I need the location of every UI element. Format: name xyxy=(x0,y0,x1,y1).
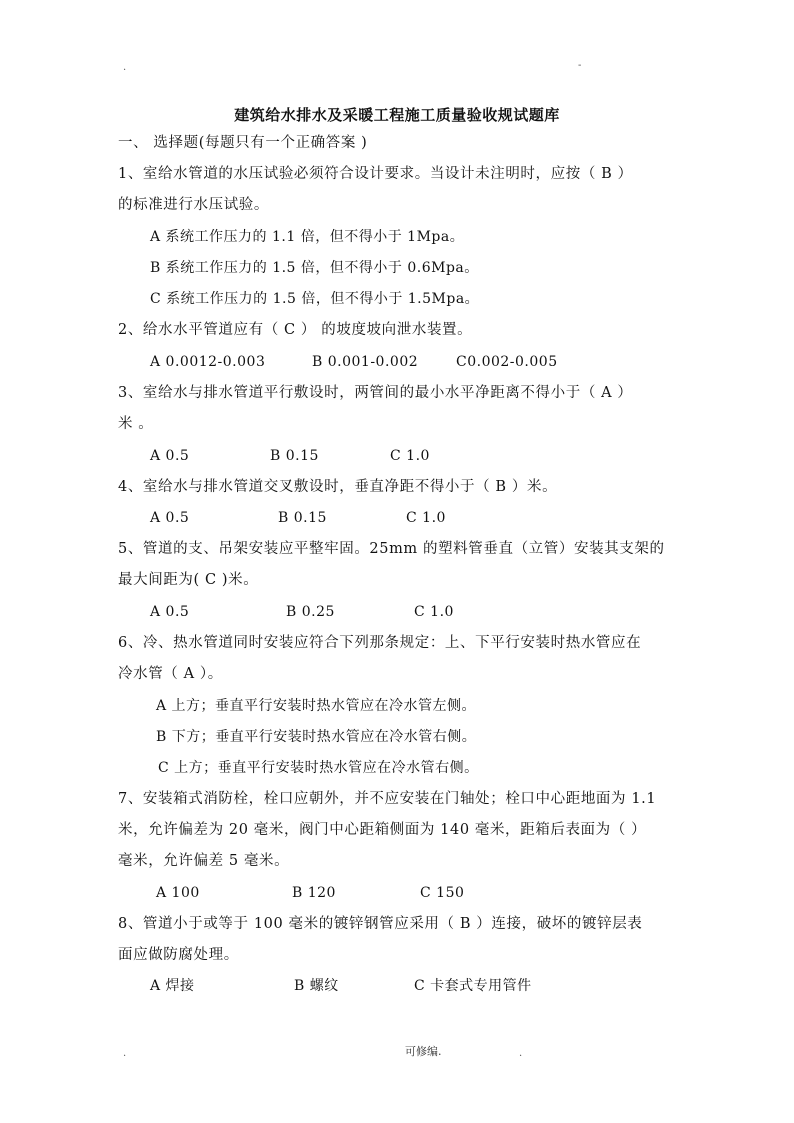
question-7-line-2: 米，允许偏差为 20 毫米，阀门中心距箱侧面为 140 毫米，距箱后表面为（ ） xyxy=(118,822,647,838)
question-8-option-b: B 螺纹 xyxy=(294,978,339,994)
corner-mark-bottom-right: . xyxy=(519,1048,523,1059)
question-7-line-3: 毫米，允许偏差 5 毫米。 xyxy=(118,853,290,869)
question-8-line-2: 面应做防腐处理。 xyxy=(118,947,239,963)
question-1-option-b: B 系统工作压力的 1.5 倍，但不得小于 0.6Mpa。 xyxy=(150,260,479,276)
question-5-line-1: 5、管道的支、吊架安装应平整牢固。25mm 的塑料管垂直（立管）安装其支架的 xyxy=(118,541,665,557)
question-3-option-a: A 0.5 xyxy=(150,448,190,464)
question-5-line-2: 最大间距为( C )米。 xyxy=(118,572,259,588)
question-2-line-1: 2、给水水平管道应有（ C ） 的坡度坡向泄水装置。 xyxy=(118,322,473,338)
question-8-option-c: C 卡套式专用管件 xyxy=(414,978,532,994)
question-6-option-a: A 上方；垂直平行安装时热水管应在冷水管左侧。 xyxy=(156,698,477,714)
question-5-option-b: B 0.25 xyxy=(286,604,335,620)
question-3-option-c: C 1.0 xyxy=(390,448,430,464)
question-5-option-c: C 1.0 xyxy=(414,604,454,620)
corner-mark-bottom-left: . xyxy=(123,1048,127,1059)
section-header: 一、 选择题(每题只有一个正确答案 ) xyxy=(118,135,368,151)
question-1-line-2: 的标准进行水压试验。 xyxy=(118,197,269,213)
question-7-option-c: C 150 xyxy=(420,885,465,901)
question-7-line-1: 7、安装箱式消防栓，栓口应朝外，并不应安装在门轴处；栓口中心距地面为 1.1 xyxy=(118,791,657,807)
question-1-option-c: C 系统工作压力的 1.5 倍，但不得小于 1.5Mpa。 xyxy=(150,291,480,307)
question-7-option-a: A 100 xyxy=(156,885,200,901)
question-4-option-c: C 1.0 xyxy=(406,510,446,526)
question-4-option-a: A 0.5 xyxy=(150,510,190,526)
question-4-line-1: 4、室给水与排水管道交叉敷设时，垂直净距不得小于（ B ）米。 xyxy=(118,479,558,495)
question-3-option-b: B 0.15 xyxy=(270,448,319,464)
document-title: 建筑给水排水及采暖工程施工质量验收规试题库 xyxy=(234,106,560,124)
question-2-option-a: A 0.0012-0.003 xyxy=(150,354,266,370)
question-7-option-b: B 120 xyxy=(292,885,336,901)
question-2-option-c: C0.002-0.005 xyxy=(456,354,558,370)
question-6-line-1: 6、冷、热水管道同时安装应符合下列那条规定：上、下平行安装时热水管应在 xyxy=(118,635,642,651)
question-3-line-1: 3、室给水与排水管道平行敷设时，两管间的最小水平净距离不得小于（ A ） xyxy=(118,385,633,401)
question-3-line-2: 米 。 xyxy=(118,416,154,432)
question-4-option-b: B 0.15 xyxy=(278,510,327,526)
question-5-option-a: A 0.5 xyxy=(150,604,190,620)
corner-mark-top-left: . xyxy=(123,62,127,73)
question-1-option-a: A 系统工作压力的 1.1 倍，但不得小于 1Mpa。 xyxy=(150,229,465,245)
question-8-option-a: A 焊接 xyxy=(150,978,195,994)
question-6-option-c: C 上方；垂直平行安装时热水管应在冷水管右侧。 xyxy=(158,760,479,776)
question-1-line-1: 1、室给水管道的水压试验必须符合设计要求。当设计未注明时，应按（ B ） xyxy=(118,166,633,182)
question-6-line-2: 冷水管（ A ）。 xyxy=(118,666,223,682)
question-6-option-b: B 下方；垂直平行安装时热水管应在冷水管右侧。 xyxy=(156,729,477,745)
question-8-line-1: 8、管道小于或等于 100 毫米的镀锌钢管应采用（ B ）连接，破坏的镀锌层表 xyxy=(118,916,643,932)
question-2-option-b: B 0.001-0.002 xyxy=(312,354,419,370)
corner-mark-top-right: - xyxy=(578,60,582,71)
page-footer: 可修编. xyxy=(405,1045,442,1058)
